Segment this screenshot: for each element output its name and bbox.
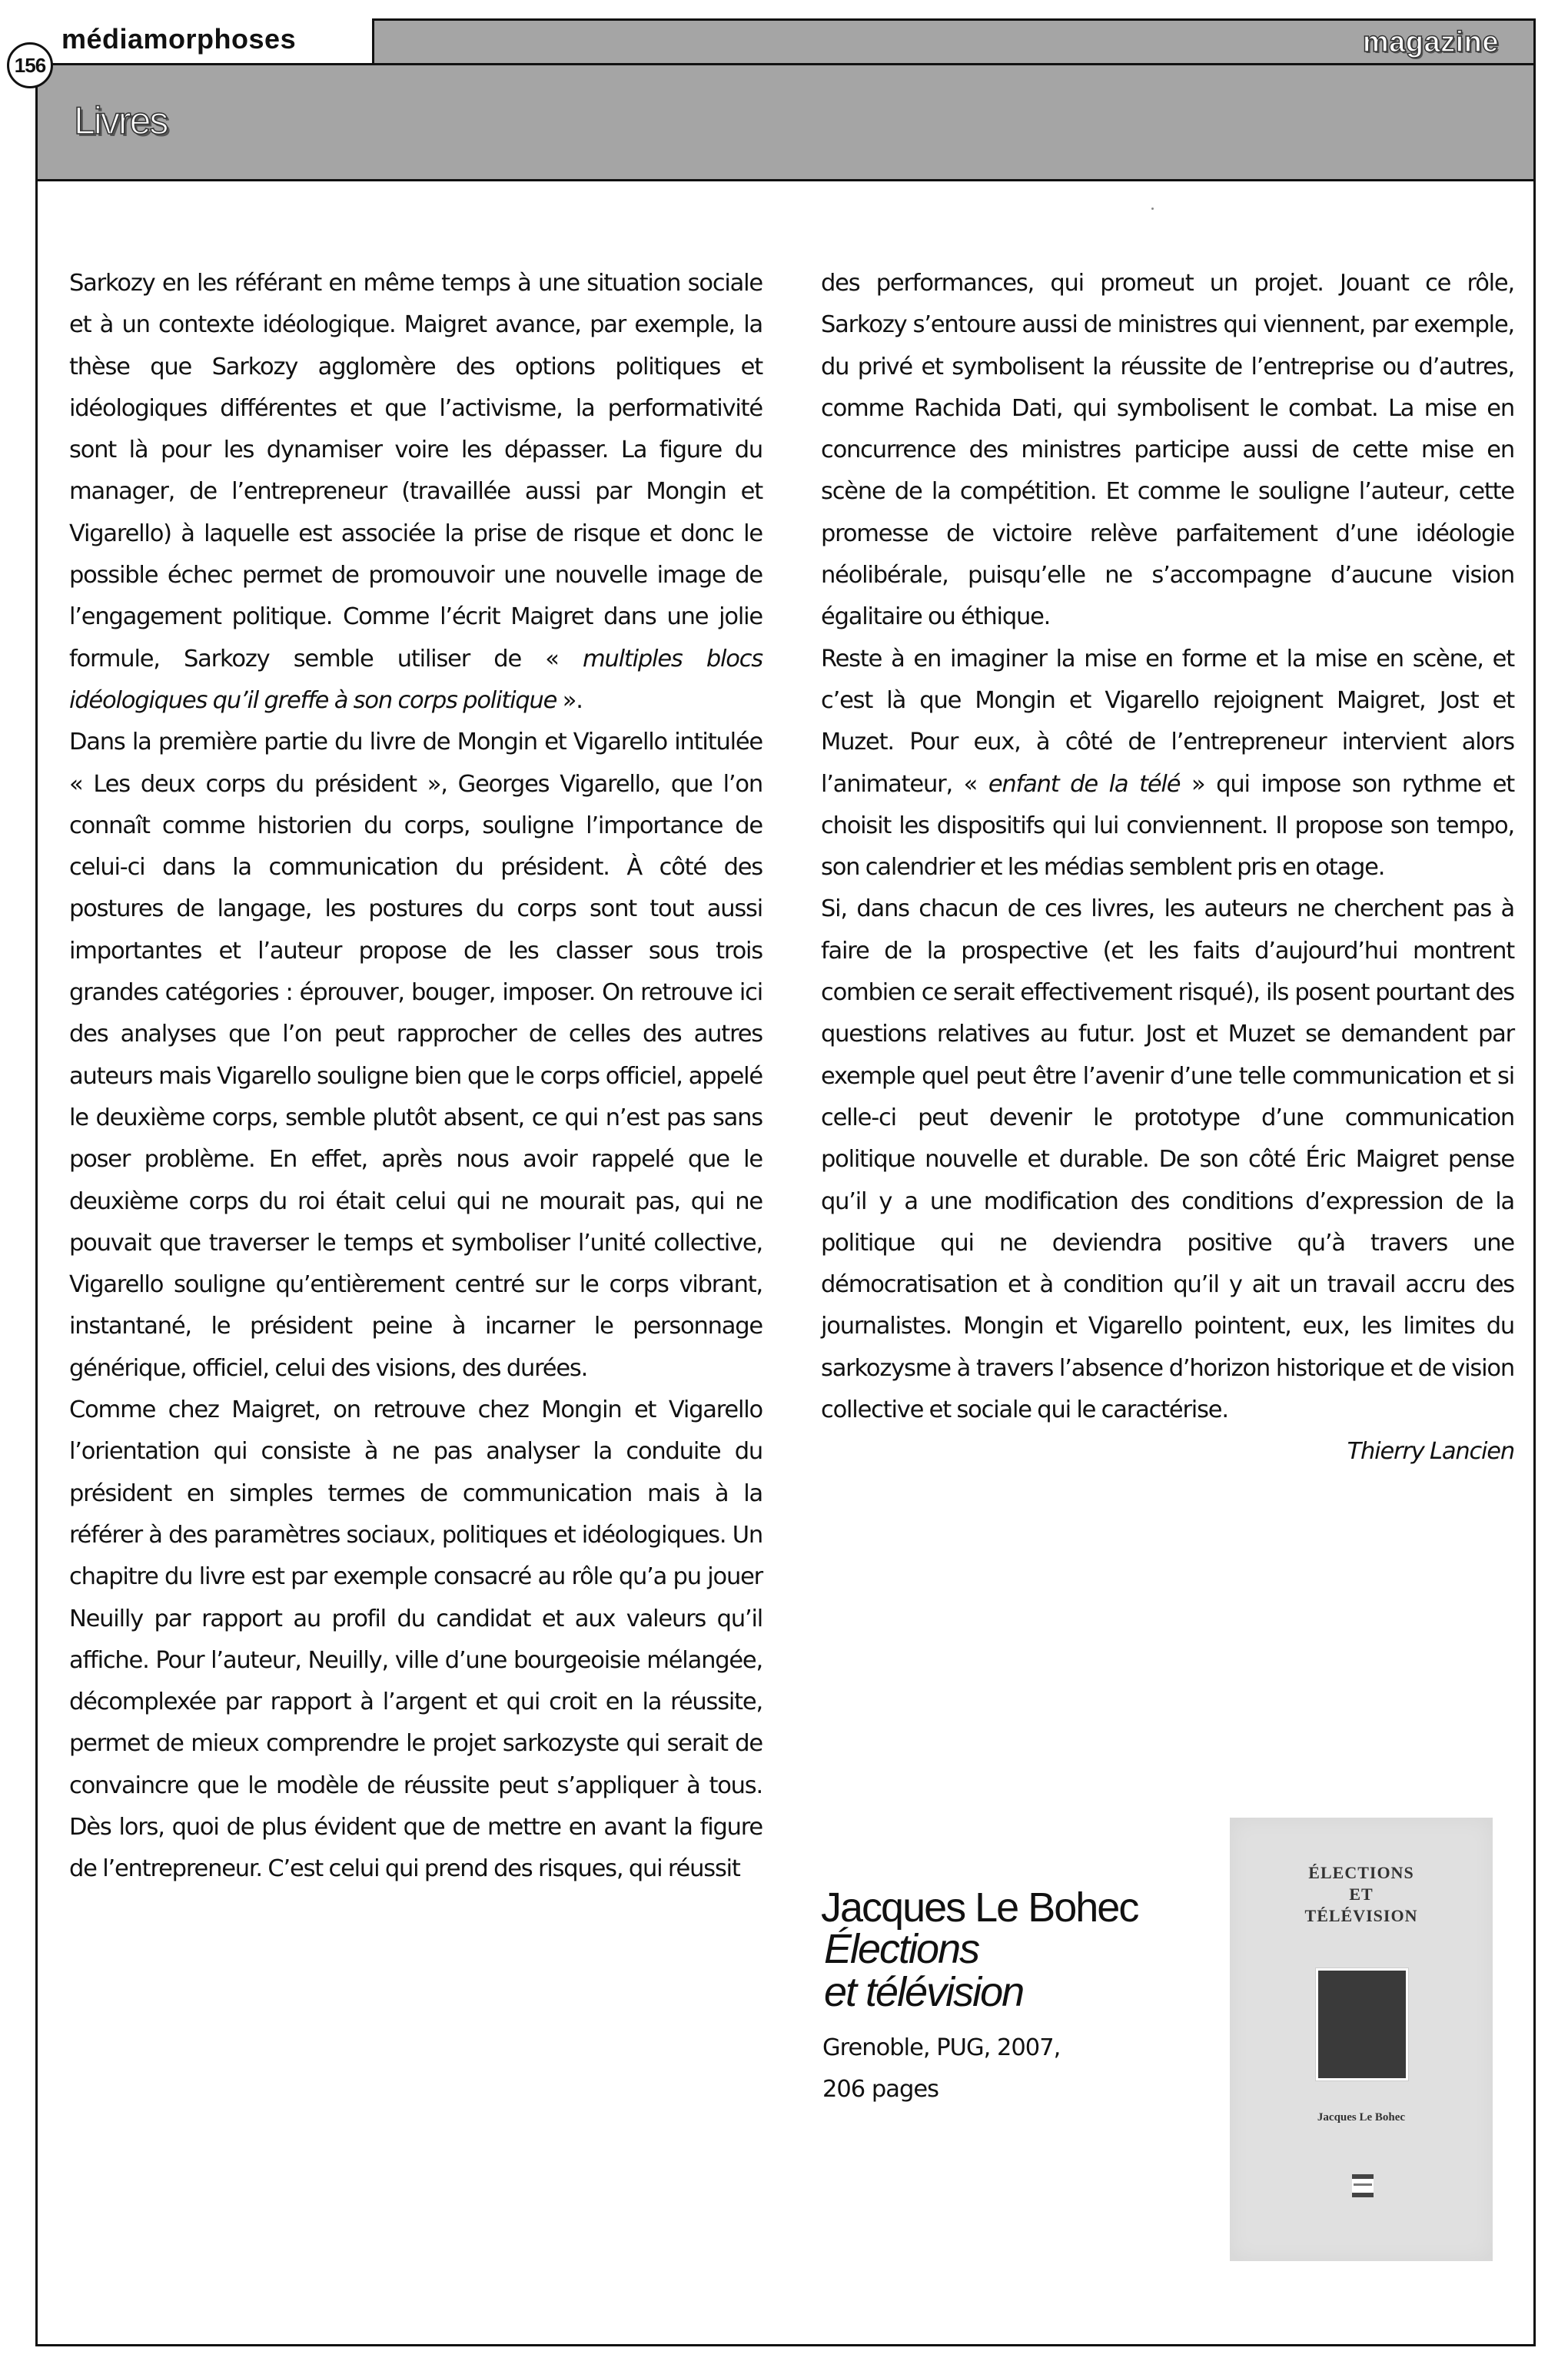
frame-bottom-rule [35, 2344, 1536, 2346]
article-column-right [821, 263, 1514, 1473]
journal-brand: médiamorphoses [61, 23, 297, 55]
publisher-line: Grenoble, PUG, 2007, [822, 2034, 1061, 2061]
quote-italic: multiples blocs idéologiques qu’il greffe à son corps politique [69, 645, 762, 714]
paragraph: Si, dans chacun de ces livres, les auteurs ne cherchent pas à faire de la prospective (et les faits d’aujourd’hui montrent combien ce serait effectivement risqué), ils posent pourtant des questions relatives au futur. Jost et Muzet se demandent par exemple quel peut être l’avenir d’une telle communication et si celle-ci peut devenir le prototype d’une communication politique nouvelle et durable. De son côté Éric Maigret pense qu’il y a une modification des conditions d’expression de la politique qui ne deviendra positive qu’à travers une démocratisation et à condition qu’il y ait un travail accru des journalistes. Mongin et Vigarello pointent, eux, les limites du sarkozysme à travers l’absence d’horizon historique et de vision collective et sociale qui le caractérise. [821, 895, 1514, 1424]
article-column-left [69, 263, 762, 1891]
frame-left-rule [35, 85, 38, 2346]
book-author: Jacques Le Bohec [821, 1885, 1138, 1931]
paragraph: Sarkozy en les référant en même temps à une situation sociale et à un contexte idéologique. Maigret avance, par exemple, la thèse que Sarkozy agglomère des options politiques et idéologiques différentes et que l’activisme, la performativité sont là pour les dynamiser voire les dépasser. La figure du manager, de l’entrepreneur (travaillée aussi par Mongin et Vigarello) à laquelle est associée la prise de risque et donc le possible échec permet de promouvoir une nouvelle image de l’engagement politique. Comme l’écrit Maigret dans une jolie formule, Sarkozy semble utiliser de « multiples blocs idéologiques qu’il greffe à son corps politique ». [69, 270, 762, 714]
quote-italic: enfant de la télé [988, 770, 1181, 798]
page-count: 206 pages [822, 2076, 938, 2103]
book-title: Élections et télévision [824, 1926, 1024, 2015]
cover-title: ÉLECTIONS ET TÉLÉVISION [1304, 1863, 1418, 1925]
cover-author: Jacques Le Bohec [1317, 2111, 1406, 2124]
book-cover-image [1230, 1818, 1493, 2261]
author-signature: Thierry Lancien [1347, 1438, 1514, 1466]
paragraph: des performances, qui promeut un projet. Jouant ce rôle, Sarkozy s’entoure aussi de ministres qui viennent, par exemple, du privé et symbolisent la réussite de l’entreprise ou d’autres, comme Rachida Dati, qui symbolisent le combat. La mise en concurrence des ministres participe aussi de cette mise en scène de la compétition. Et comme le souligne l’auteur, cette promesse de victoire relève parfaitement d’une idéologie néolibérale, puisqu’elle ne s’accompagne d’aucune vision égalitaire ou éthique. [821, 270, 1514, 631]
paragraph: Reste à en imaginer la mise en forme et la mise en scène, et c’est là que Mongin et Vigarello rejoignent Maigret, Jost et Muzet. Pour eux, à côté de l’entrepreneur intervient alors l’animateur, « enfant de la télé » qui impose son rythme et choisit les dispositifs qui lui conviennent. Il propose son tempo, son calendrier et les médias semblent pris en otage. [821, 645, 1515, 882]
rubric-label: magazine [1362, 26, 1499, 58]
cover-dark-panel [1316, 1968, 1408, 2080]
book-publication-info [822, 2027, 1060, 2110]
section-band [37, 63, 1536, 181]
header-top-bar [372, 18, 1536, 63]
scan-speck [1151, 208, 1154, 210]
paragraph: Dans la première partie du livre de Mongin et Vigarello intitulée « Les deux corps du président », Georges Vigarello, que l’on connaît comme historien du corps, souligne l’importance de celui-ci dans la communication du président. À côté des postures de langage, les postures du corps sont tout aussi importantes et l’auteur propose de les classer sous trois grandes catégories : éprouver, bouger, imposer. On retrouve ici des analyses que l’on peut rapprocher de celles des autres auteurs mais Vigarello souligne bien que le corps officiel, appelé le deuxième corps, semble plutôt absent, ce qui n’est pas sans poser problème. En effet, après nous avoir rappelé que le deuxième corps du roi était celui qui ne mourait pas, qui ne pouvait que traverser le temps et symboliser l’unité collective, Vigarello souligne qu’entièrement centré sur le corps vibrant, instantané, le président peine à incarner le personnage générique, officiel, celui des visions, des durées. [69, 729, 762, 1382]
section-title: Livres [74, 99, 168, 142]
paragraph: Comme chez Maigret, on retrouve chez Mongin et Vigarello l’orientation qui consiste à ne pas analyser la conduite du président en simples termes de communication mais à la référer à des paramètres sociaux, politiques et idéologiques. Un chapitre du livre est par exemple consacré au rôle qu’a pu jouer Neuilly par rapport au profil du candidat et aux valeurs qu’il affiche. Pour l’auteur, Neuilly, ville d’une bourgeoisie mélangée, décomplexée par rapport à l’argent et qui croit en la réussite, permet de mieux comprendre le projet sarkozyste qui serait de convaincre que le modèle de réussite peut s’appliquer à tous. Dès lors, quoi de plus évident que de mettre en avant la figure de l’entrepreneur. C’est celui qui prend des risques, qui réussit [69, 1396, 762, 1883]
page-number-badge: 156 [7, 42, 53, 88]
frame-right-rule [1533, 181, 1536, 2346]
publisher-logo-icon [1352, 2174, 1374, 2197]
